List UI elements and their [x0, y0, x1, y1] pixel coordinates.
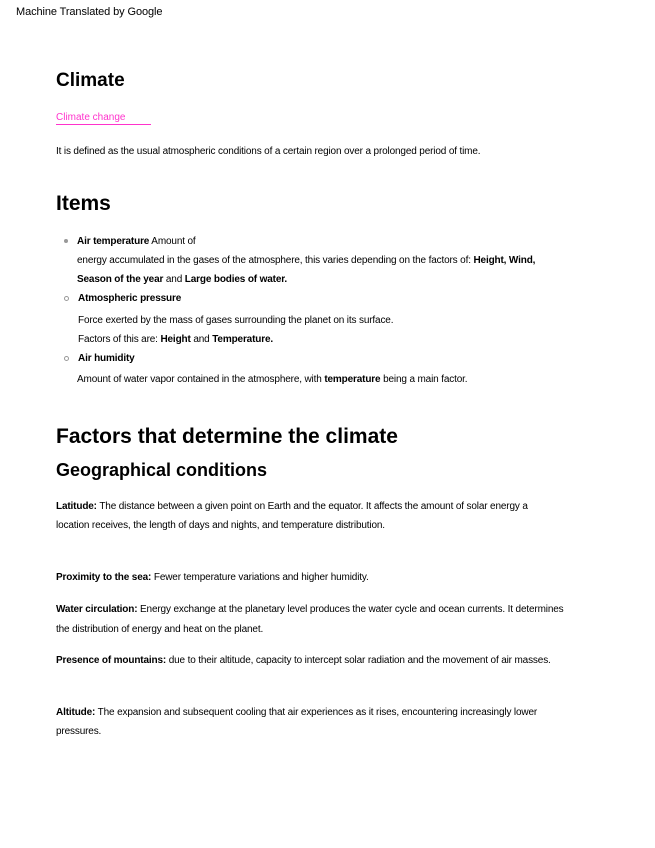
item-air-temperature — [77, 236, 196, 248]
latitude-text: The distance between a given point on Earth and the equator. It affects the amount of solar energy a — [99, 501, 528, 512]
proximity-text: Fewer temperature variations and higher humidity. — [153, 572, 369, 583]
proximity-to-sea — [56, 572, 369, 584]
factor-temperature: Temperature. — [212, 334, 274, 345]
altitude-text: The expansion and subsequent cooling that air experiences as it rises, encountering increasingly lower — [97, 707, 538, 718]
altitude-line1 — [56, 707, 537, 719]
climate-definition: It is defined as the usual atmospheric conditions of a certain region over a prolonged period of time. — [56, 146, 481, 157]
humidity-text: Amount of water vapor contained in the atmosphere, with — [77, 374, 322, 385]
latitude-label: Latitude: — [56, 501, 97, 512]
air-temperature-label: Air temperature — [77, 236, 150, 247]
machine-translation-banner: Machine Translated by Google — [16, 6, 163, 18]
water-circulation-text: Energy exchange at the planetary level produces the water cycle and ocean currents. It determines — [140, 604, 564, 615]
climate-change-link[interactable]: Climate change — [56, 112, 151, 125]
air-temperature-desc: energy accumulated in the gases of the atmosphere, this varies depending on the factors of: — [77, 255, 471, 266]
air-humidity-label: Air humidity — [78, 353, 135, 364]
humidity-suffix: being a main factor. — [383, 374, 468, 385]
atmospheric-pressure-factors — [78, 334, 273, 346]
factors-prefix: Factors of this are: — [78, 334, 158, 345]
atmospheric-pressure-desc: Force exerted by the mass of gases surrounding the planet on its surface. — [78, 315, 394, 326]
factor-season: Season of the year — [77, 274, 164, 285]
heading-factors: Factors that determine the climate — [56, 425, 398, 448]
heading-climate: Climate — [56, 70, 125, 91]
air-temperature-line3 — [77, 274, 287, 286]
bullet-icon — [64, 356, 69, 361]
conjunction: and — [165, 274, 183, 285]
item-atmospheric-pressure — [78, 293, 181, 305]
altitude-line2: pressures. — [56, 726, 102, 737]
heading-geographical-conditions: Geographical conditions — [56, 460, 268, 480]
bullet-icon — [64, 239, 68, 243]
altitude-label: Altitude: — [56, 707, 96, 718]
mountains-text: due to their altitude, capacity to intercept solar radiation and the movement of air masses. — [168, 655, 551, 666]
proximity-label: Proximity to the sea: — [56, 572, 152, 583]
latitude-line1 — [56, 501, 528, 513]
item-air-humidity — [78, 353, 135, 365]
air-temperature-factors: Height, Wind, — [473, 255, 536, 266]
air-humidity-desc — [77, 374, 467, 386]
water-circulation-label: Water circulation: — [56, 604, 138, 615]
mountains-label: Presence of mountains: — [56, 655, 167, 666]
factor-height: Height — [160, 334, 191, 345]
humidity-factor: temperature — [324, 374, 381, 385]
factor-water-bodies: Large bodies of water. — [184, 274, 288, 285]
atmospheric-pressure-label: Atmospheric pressure — [78, 293, 182, 304]
water-circulation-line1 — [56, 604, 564, 616]
conjunction: and — [193, 334, 210, 345]
presence-of-mountains — [56, 655, 551, 667]
air-temperature-text: Amount of — [151, 236, 196, 247]
latitude-line2: location receives, the length of days and nights, and temperature distribution. — [56, 520, 385, 531]
heading-items: Items — [56, 192, 111, 215]
bullet-icon — [64, 296, 69, 301]
air-temperature-line2 — [77, 255, 535, 267]
water-circulation-line2: the distribution of energy and heat on the planet. — [56, 624, 264, 635]
